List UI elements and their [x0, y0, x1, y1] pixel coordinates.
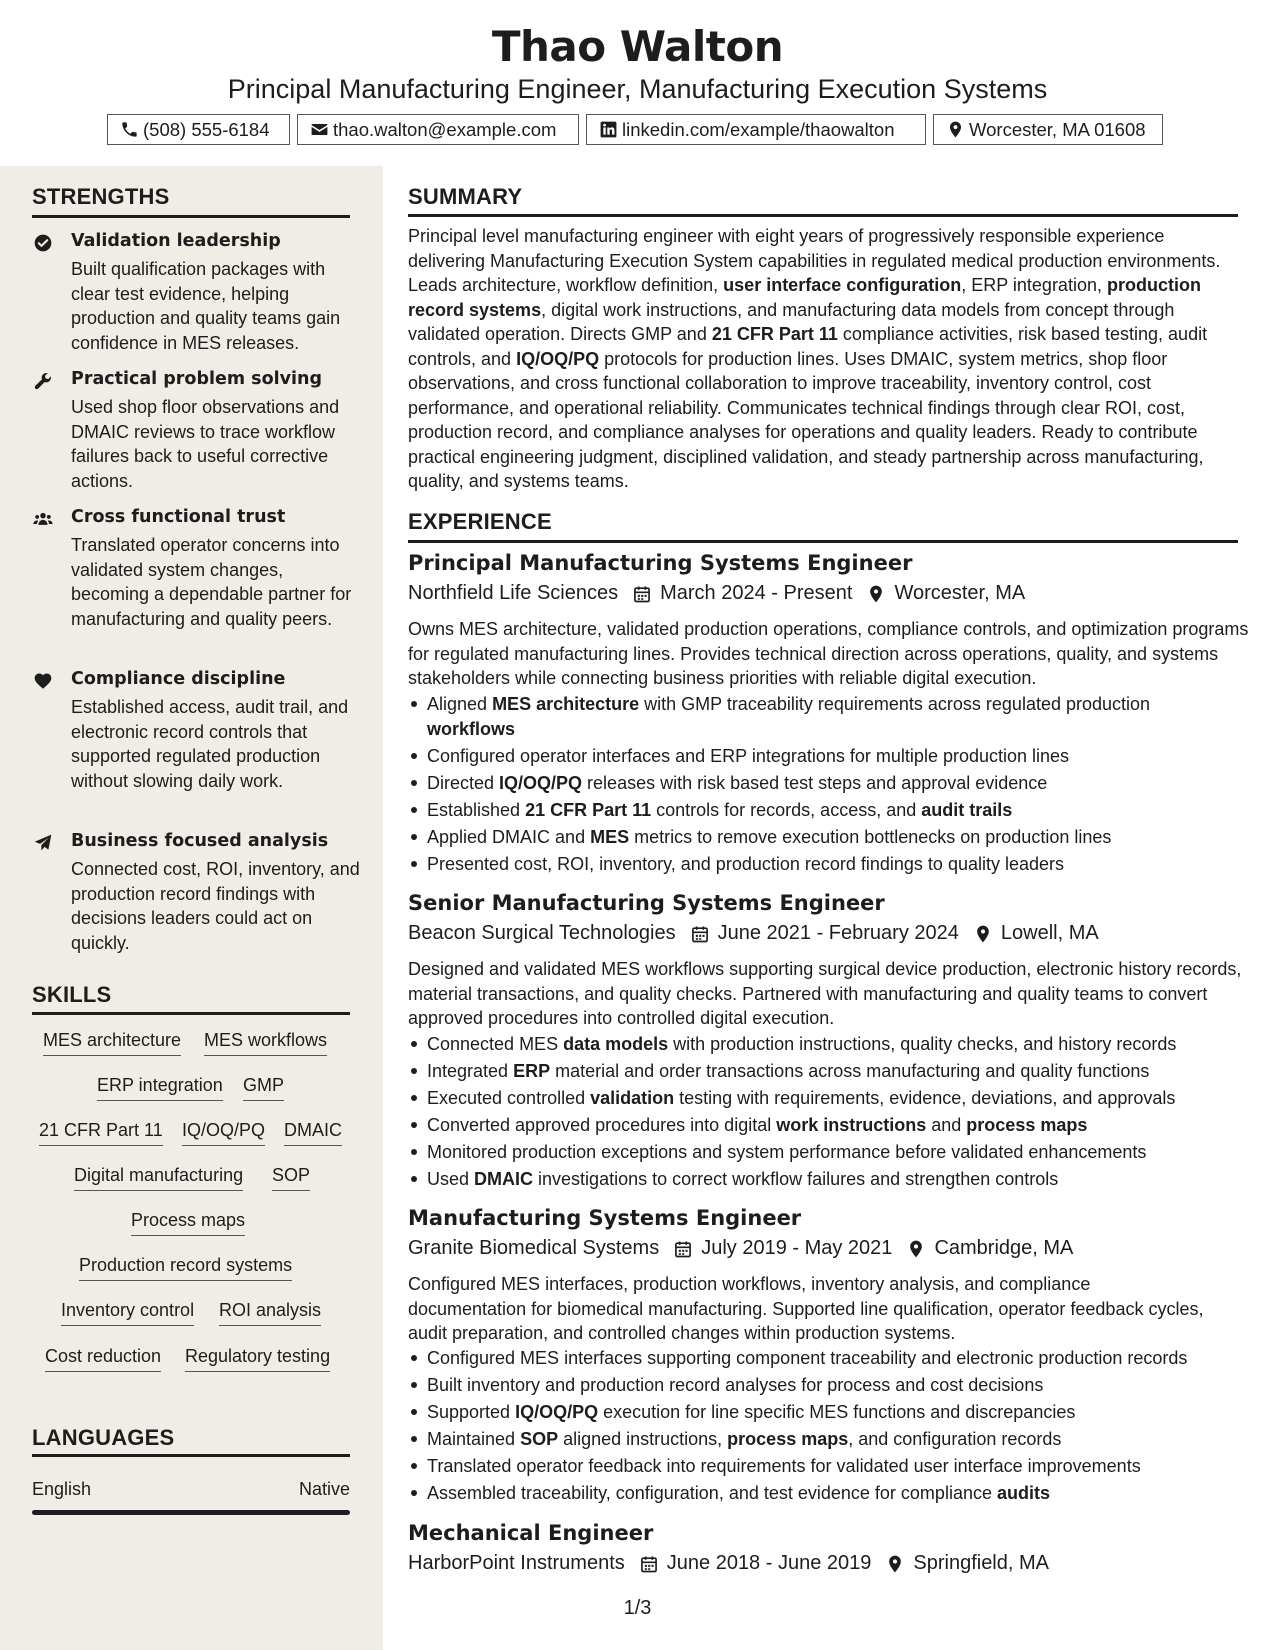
skill-tag: ROI analysis	[219, 1300, 321, 1326]
bold-keyword: IQ/OQ/PQ	[516, 348, 600, 369]
contact-linkedin-text: linkedin.com/example/thaowalton	[622, 118, 895, 140]
strength-item	[32, 231, 362, 355]
resume-header	[0, 0, 1275, 166]
skill-tag: IQ/OQ/PQ	[182, 1120, 265, 1146]
bold-keyword: 21 CFR Part 11	[711, 324, 838, 344]
skills-rule	[32, 1012, 350, 1015]
bold-keyword: audit trails	[921, 799, 1013, 820]
job-title: Senior Manufacturing Systems Engineer	[408, 891, 885, 915]
job-company: HarborPoint Instruments	[408, 1552, 625, 1574]
job-bullets	[408, 1346, 1253, 1508]
job-company: Beacon Surgical Technologies	[408, 922, 676, 944]
strength-title: Compliance discipline	[71, 669, 286, 689]
text-run: investigations to correct workflow failures and strengthen controls	[533, 1169, 1059, 1189]
bold-keyword: workflows	[427, 718, 516, 739]
bold-keyword: DMAIC	[474, 1169, 534, 1189]
bullet-item	[408, 1400, 1253, 1425]
map-pin-icon	[885, 1554, 905, 1574]
phone-icon	[120, 120, 139, 139]
job-bullets	[408, 692, 1173, 879]
skill-tag: MES workflows	[204, 1030, 327, 1056]
heart-icon	[32, 671, 54, 691]
bold-keyword: IQ/OQ/PQ	[515, 1402, 599, 1422]
bold-keyword: user interface configuration	[723, 275, 962, 295]
text-run: Executed controlled	[427, 1088, 591, 1108]
bullet-item	[408, 1167, 1248, 1192]
text-run: Configured operator interfaces and ERP integrations for multiple production lines	[427, 745, 1070, 766]
summary-text	[408, 224, 1243, 494]
job-dates: July 2019 - May 2021	[701, 1237, 893, 1259]
bold-keyword: data models	[563, 1034, 669, 1054]
sidebar	[0, 166, 383, 1650]
job-meta	[408, 922, 1099, 945]
job-description: Owns MES architecture, validated production operations, compliance controls, and optimization programs for regulated manufacturing lines. Provides technical direction across operations, quality, and systems stakeholders while connecting business priorities with reliable digital execution.	[408, 619, 1249, 688]
bullet-item	[408, 1140, 1248, 1165]
text-run: , ERP integration,	[961, 275, 1107, 295]
job-company: Northfield Life Sciences	[408, 582, 619, 604]
bold-keyword: audits	[996, 1483, 1050, 1503]
text-run: Directed	[427, 772, 500, 793]
text-run: Integrated	[427, 1061, 514, 1081]
bullet-item	[408, 1454, 1253, 1479]
strengths-heading: STRENGTHS	[32, 184, 170, 209]
summary-rule	[408, 214, 1238, 217]
strength-title: Cross functional trust	[71, 507, 286, 527]
bullet-item	[408, 825, 1173, 850]
check-circle-icon	[32, 233, 54, 253]
map-pin-icon	[906, 1239, 926, 1259]
bold-keyword: MES	[590, 826, 630, 847]
strength-item	[32, 369, 362, 493]
calendar-icon	[690, 924, 710, 944]
job-title: Principal Manufacturing Systems Engineer	[408, 551, 913, 575]
job-meta	[408, 582, 1025, 605]
calendar-icon	[639, 1554, 659, 1574]
job-description: Designed and validated MES workflows supporting surgical device production, electronic history records, material transactions, and quality checks. Partnered with manufacturing and quality teams to convert approved procedures into controlled digital execution.	[408, 959, 1242, 1028]
strength-title: Practical problem solving	[71, 369, 323, 389]
strength-item	[32, 507, 362, 655]
strength-desc: Used shop floor observations and DMAIC reviews to trace workflow failures back to useful corrective actions.	[71, 397, 340, 491]
candidate-name: Thao Walton	[491, 22, 784, 71]
strength-desc: Established access, audit trail, and electronic record controls that supported regulated production without slowing daily work.	[71, 697, 349, 791]
strength-desc: Connected cost, ROI, inventory, and production record findings with decisions leaders could act on quickly.	[71, 859, 360, 953]
experience-heading: EXPERIENCE	[408, 509, 552, 534]
strength-title: Validation leadership	[71, 231, 281, 251]
page-number: 1/3	[623, 1597, 652, 1619]
summary-heading: SUMMARY	[408, 184, 523, 209]
text-run: metrics to remove execution bottlenecks on production lines	[629, 826, 1112, 847]
text-run: and	[926, 1115, 967, 1135]
bold-keyword: SOP	[520, 1429, 559, 1449]
text-run: Established	[427, 799, 526, 820]
bold-keyword: work instructions	[776, 1115, 927, 1135]
skill-tag: Cost reduction	[45, 1346, 161, 1372]
job-bullets	[408, 1032, 1248, 1194]
language-name: English	[32, 1479, 92, 1499]
text-run: testing with requirements, evidence, deviations, and approvals	[674, 1088, 1176, 1108]
text-run: protocols for production lines. Uses DMAIC, system metrics, shop floor observations, and cross functional collaboration to improve traceability, inventory control, cost performance, and operational reliability. Communicates technical findings through clear ROI, cost, production record, and compliance analyses for operations and quality leaders. Ready to contribute practical engineering judgment, disciplined validation, and steady partnership across manufacturing, quality, and systems teams.	[408, 348, 1204, 491]
bullet-item	[408, 1113, 1248, 1138]
strength-desc: Translated operator concerns into validated system changes, becoming a dependable partner for manufacturing and quality peers.	[71, 535, 352, 629]
bullet-item	[408, 1346, 1253, 1371]
contact-phone-text: (508) 555-6184	[143, 118, 270, 140]
language-level: Native	[298, 1479, 350, 1499]
bold-keyword: production record systems	[408, 275, 1201, 320]
skill-tag: 21 CFR Part 11	[39, 1120, 163, 1146]
candidate-title: Principal Manufacturing Engineer, Manufacturing Execution Systems	[227, 74, 1048, 104]
calendar-icon	[632, 584, 652, 604]
bullet-item	[408, 1481, 1253, 1506]
bold-keyword: 21 CFR Part 11	[525, 799, 652, 820]
text-run: , digital work instructions, and manufacturing data models from concept through validated operation. Directs GMP and	[408, 299, 1175, 344]
text-run: Monitored production exceptions and system performance before validated enhancements	[427, 1142, 1147, 1162]
job-title: Mechanical Engineer	[408, 1521, 654, 1545]
skill-tag: Regulatory testing	[185, 1346, 330, 1372]
skill-tag: GMP	[243, 1075, 284, 1101]
calendar-icon	[673, 1239, 693, 1259]
bullet-item	[408, 1086, 1248, 1111]
job-company: Granite Biomedical Systems	[408, 1237, 660, 1259]
text-run: controls for records, access, and	[651, 799, 922, 820]
users-icon	[32, 509, 54, 529]
text-run: Built inventory and production record analyses for process and cost decisions	[427, 1375, 1044, 1395]
bullet-item	[408, 1427, 1253, 1452]
contact-linkedin[interactable]	[586, 114, 926, 145]
strength-title: Business focused analysis	[71, 831, 329, 851]
bold-keyword: validation	[590, 1088, 675, 1108]
contact-location-text: Worcester, MA 01608	[969, 118, 1146, 140]
strength-item	[32, 831, 362, 955]
job-meta	[408, 1237, 1073, 1260]
languages-heading: LANGUAGES	[32, 1425, 175, 1450]
text-run: aligned instructions,	[558, 1429, 728, 1449]
paper-plane-icon	[32, 833, 54, 853]
skills-heading: SKILLS	[32, 982, 112, 1007]
text-run: material and order transactions across manufacturing and quality functions	[550, 1061, 1150, 1081]
job-dates: March 2024 - Present	[660, 582, 853, 604]
bullet-item	[408, 744, 1173, 769]
skill-tag: MES architecture	[43, 1030, 181, 1056]
map-pin-icon	[866, 584, 886, 604]
bullet-item	[408, 771, 1173, 796]
bullet-item	[408, 1373, 1253, 1398]
bullet-item	[408, 1032, 1248, 1057]
job-location: Cambridge, MA	[934, 1237, 1074, 1259]
text-run: Maintained	[427, 1429, 521, 1449]
contact-phone[interactable]	[107, 114, 290, 145]
text-run: Applied DMAIC and	[427, 826, 591, 847]
bullet-item	[408, 1059, 1248, 1084]
strengths-rule	[32, 215, 350, 218]
text-run: Aligned	[427, 694, 493, 714]
bold-keyword: process maps	[966, 1115, 1088, 1135]
main-content	[383, 166, 1275, 1650]
text-run: with production instructions, quality checks, and history records	[668, 1034, 1177, 1054]
text-run: Configured MES interfaces supporting component traceability and electronic production records	[427, 1348, 1188, 1368]
text-run: execution for line specific MES functions and discrepancies	[598, 1402, 1076, 1422]
skill-tag: Digital manufacturing	[74, 1165, 243, 1191]
job-dates: June 2021 - February 2024	[717, 922, 959, 944]
bold-keyword: MES architecture	[492, 694, 640, 714]
contact-bar	[0, 114, 1275, 145]
skill-tag: DMAIC	[284, 1120, 342, 1146]
job-dates: June 2018 - June 2019	[666, 1552, 872, 1574]
language-level-bar	[32, 1510, 350, 1515]
text-run: Presented cost, ROI, inventory, and production record findings to quality leaders	[427, 853, 1065, 874]
bold-keyword: process maps	[727, 1429, 849, 1449]
languages-rule	[32, 1454, 350, 1457]
bullet-item	[408, 852, 1173, 877]
skill-tag: SOP	[272, 1165, 310, 1191]
job-description: Configured MES interfaces, production workflows, inventory analysis, and compliance documentation for biomedical manufacturing. Supported line qualification, operator feedback cycles, audit preparation, and controlled changes within production systems.	[408, 1274, 1204, 1343]
strength-desc: Built qualification packages with clear test evidence, helping production and quality teams gain confidence in MES releases.	[71, 259, 341, 353]
bullet-item	[408, 798, 1173, 823]
contact-location	[933, 114, 1163, 145]
skill-tag: Production record systems	[79, 1255, 292, 1281]
text-run: compliance activities, risk based testing, audit controls, and	[408, 324, 1208, 369]
text-run: Principal level manufacturing engineer with eight years of progressively responsible experience delivering Manufacturing Execution System capabilities in regulated medical production environments. Leads architecture, workflow definition,	[408, 226, 1221, 295]
map-pin-icon	[946, 120, 965, 139]
text-run: Translated operator feedback into requirements for validated user interface improvements	[427, 1456, 1141, 1476]
bullet-item	[408, 692, 1173, 741]
skill-tag: Process maps	[131, 1210, 245, 1236]
text-run: releases with risk based test steps and approval evidence	[582, 772, 1048, 793]
strength-item	[32, 669, 362, 817]
wrench-icon	[32, 371, 54, 391]
job-location: Worcester, MA	[894, 582, 1026, 604]
experience-rule	[408, 540, 1238, 543]
linkedin-icon	[599, 120, 618, 139]
contact-email-text: thao.walton@example.com	[333, 118, 557, 140]
text-run: Assembled traceability, configuration, and test evidence for compliance	[427, 1483, 997, 1503]
text-run: Used	[427, 1169, 475, 1189]
text-run: Supported	[427, 1402, 516, 1422]
skill-tag: ERP integration	[97, 1075, 223, 1101]
bold-keyword: IQ/OQ/PQ	[499, 772, 583, 793]
text-run: Connected MES	[427, 1034, 564, 1054]
envelope-icon	[310, 120, 329, 139]
job-location: Lowell, MA	[1000, 922, 1099, 944]
contact-email[interactable]	[297, 114, 579, 145]
job-location: Springfield, MA	[913, 1552, 1049, 1574]
skill-tag: Inventory control	[61, 1300, 194, 1326]
job-meta	[408, 1552, 1049, 1575]
bold-keyword: ERP	[513, 1061, 551, 1081]
map-pin-icon	[973, 924, 993, 944]
text-run: Converted approved procedures into digital	[427, 1115, 777, 1135]
text-run: , and configuration records	[848, 1429, 1062, 1449]
job-title: Manufacturing Systems Engineer	[408, 1206, 802, 1230]
text-run: with GMP traceability requirements across regulated production	[639, 694, 1151, 714]
